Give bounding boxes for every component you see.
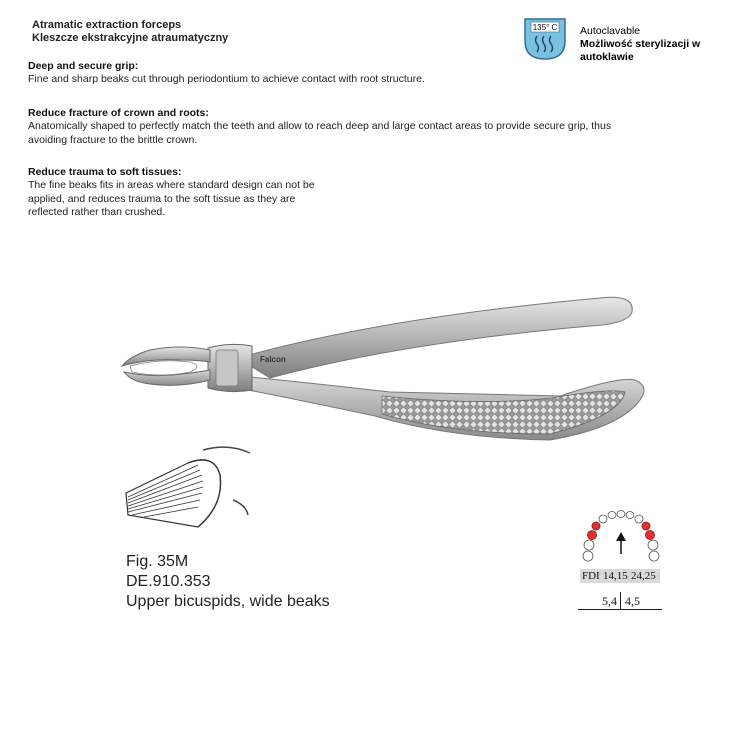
- autoclave-label: [580, 25, 750, 64]
- section-text: Fine and sharp beaks cut through periodontium to achieve contact with root structure.: [28, 73, 425, 85]
- section-text: reflected rather than crushed.: [28, 206, 166, 218]
- figure-number: 35M: [157, 553, 189, 570]
- section-reduce-trauma: [28, 166, 315, 220]
- arrow-up-icon: [616, 532, 626, 554]
- section-heading: Deep and secure grip:: [28, 60, 139, 72]
- section-text: Anatomically shaped to perfectly match the teeth and allow to reach deep and large contact areas to provide secure grip, thus: [28, 120, 612, 132]
- fdi-tooth-numbers: [580, 569, 660, 583]
- figure-caption: [126, 552, 330, 612]
- figure-prefix: Fig.: [126, 553, 153, 570]
- section-text: avoiding fracture to the brittle crown.: [28, 133, 198, 146]
- notation-vertical-line: [620, 592, 621, 610]
- autoclave-temperature: 135° C: [532, 23, 558, 32]
- autoclave-icon: [522, 17, 568, 61]
- section-heading: Reduce fracture of crown and roots:: [28, 107, 209, 119]
- notation-right: 4,5: [625, 594, 640, 608]
- section-text: The fine beaks fits in areas where standard design can not be: [28, 179, 315, 191]
- brand-logo: Falcon: [260, 355, 286, 364]
- fdi-value-left: 24,25: [631, 570, 656, 582]
- dental-arch-diagram: [578, 498, 664, 570]
- product-code: DE.910.353: [126, 573, 211, 590]
- figure-label: [126, 552, 330, 572]
- product-description: Upper bicuspids, wide beaks: [126, 593, 330, 610]
- product-title-pl: Kleszcze ekstrakcyjne atraumatyczny: [32, 32, 229, 44]
- autoclave-label-en: Autoclavable: [580, 25, 641, 37]
- section-reduce-fracture: [28, 107, 611, 147]
- section-deep-grip: [28, 60, 425, 87]
- section-heading: Reduce trauma to soft tissues:: [28, 166, 182, 178]
- forceps-image: [120, 288, 650, 458]
- notation-left: 5,4: [602, 594, 617, 608]
- autoclave-label-pl: Możliwość sterylizacji w autoklawie: [580, 38, 701, 63]
- section-text: applied, and reduces trauma to the soft tissue as they are: [28, 192, 296, 205]
- beak-detail-image: [118, 445, 258, 535]
- product-title: [32, 19, 228, 45]
- fdi-value-right: 14,15: [603, 570, 628, 582]
- fdi-label: FDI: [582, 570, 600, 582]
- palmer-notation: [578, 592, 664, 610]
- product-title-en: Atramatic extraction forceps: [32, 19, 182, 31]
